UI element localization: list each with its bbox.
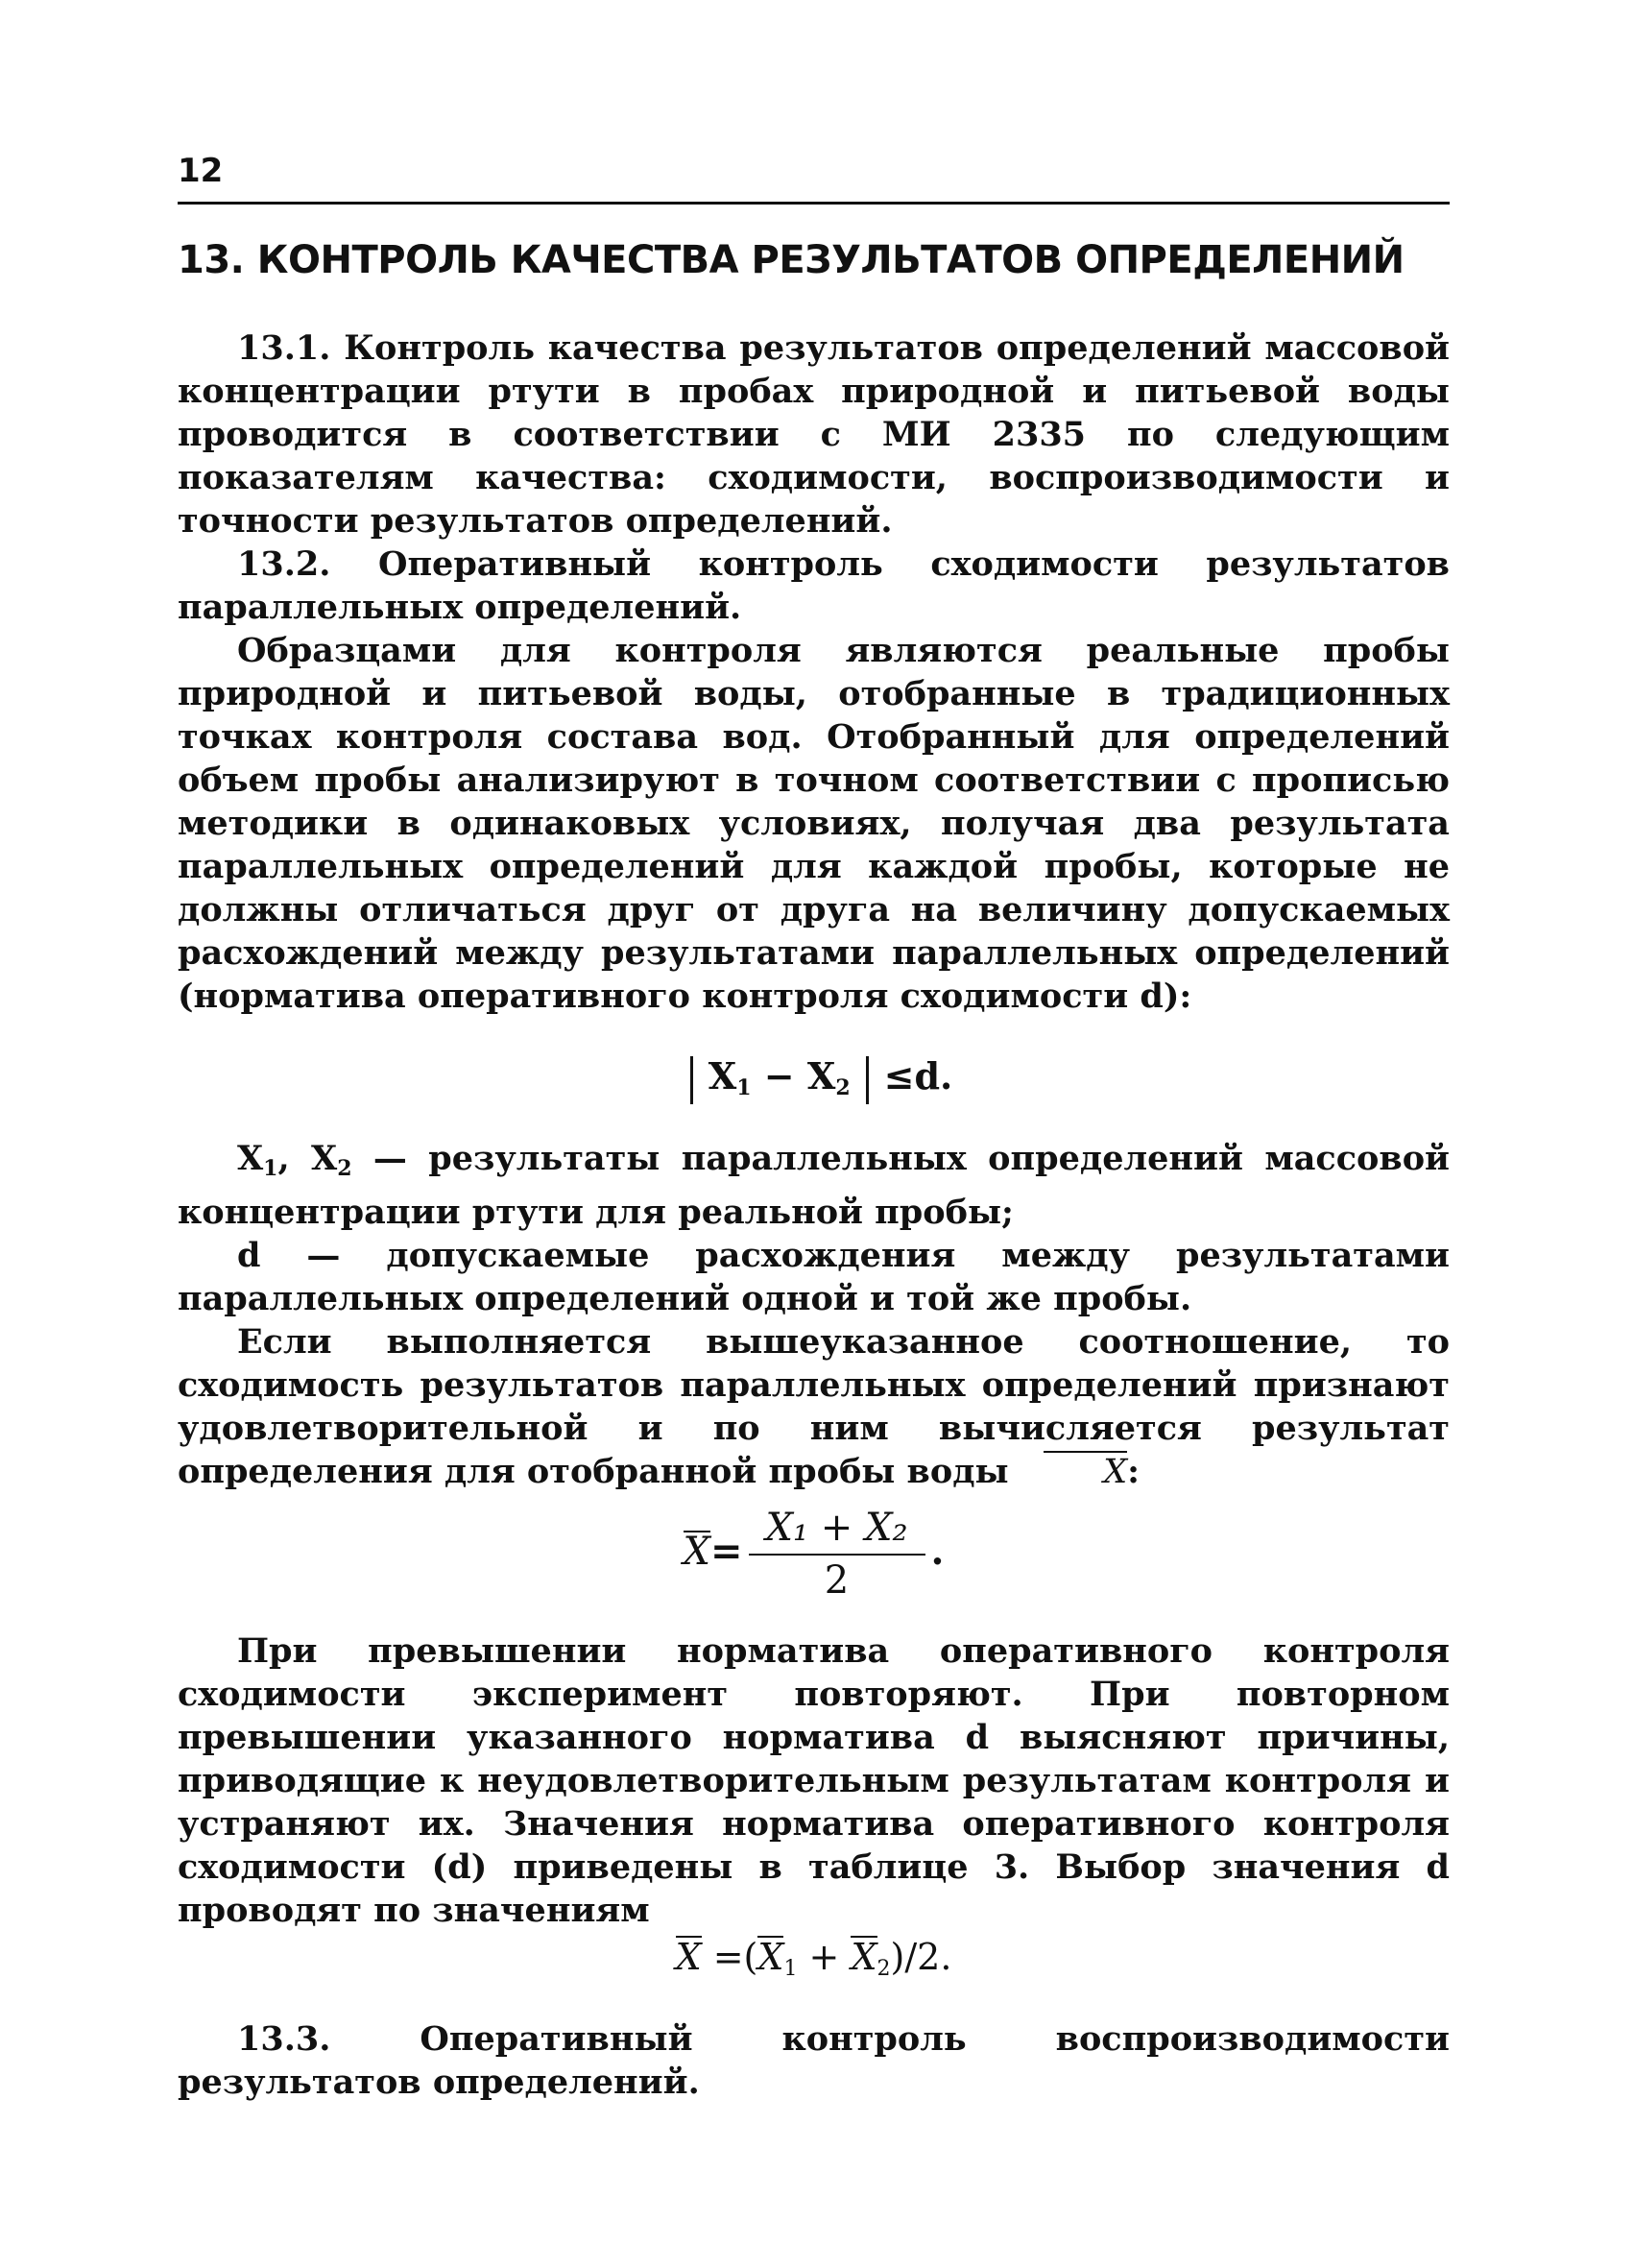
formula-convergence-condition: $X_1 - X_2 \le d$. xyxy=(178,1054,1450,1110)
paragraph-if-condition: Если выполняется вышеуказанное соотношение, то сходимость результатов параллельных определений признают удовлетворительной и по ним вычисляется результат определения для отобранной пробы воды X: xyxy=(178,1322,1450,1491)
section-heading: 13. КОНТРОЛЬ КАЧЕСТВА РЕЗУЛЬТАТОВ ОПРЕДЕЛЕНИЙ xyxy=(178,238,1405,282)
paragraph-13-1: 13.1. Контроль качества результатов определений массовой концентрации ртути в пробах природной и питьевой воды проводится в соответствии с МИ 2335 по следующим показателям качества: сходимости, воспроизводимости и точности результатов определений. xyxy=(178,328,1450,541)
x-bar-symbol: X xyxy=(1044,1451,1127,1490)
header-rule xyxy=(178,202,1450,205)
body-text xyxy=(178,326,1450,2104)
page-number: 12 xyxy=(178,152,224,190)
formula-mean-of-means: $X =(X_1 + X_2)/2$. xyxy=(675,1936,952,1981)
paragraph-samples: Образцами для контроля являются реальные пробы природной и питьевой воды, отобранные в традиционных точках контроля состава вод. Отобранный для определений объем пробы анализируют в точном соответствии с прописью методики в одинаковых условиях, получая два результата параллельных определений для каждой пробы, которые не должны отличаться друг от друга на величину допускаемых расхождений между результатами параллельных определений (норматива оперативного контроля сходимости d): xyxy=(178,631,1450,1016)
paragraph-exceed: При превышении норматива оперативного контроля сходимости эксперимент повторяют. При повторном превышении указанного норматива d выясняют причины, приводящие к неудовлетворительным результатам контроля и устраняют их. Значения норматива оперативного контроля сходимости (d) приведены в таблице 3. Выбор значения d проводят по значениям xyxy=(178,1631,1450,1930)
formula-mean: X= $\frac{\text{X₁ + X₂}}{2}$ . xyxy=(683,1506,945,1603)
abs-bar-left xyxy=(690,1056,693,1104)
paragraph-13-3: 13.3. Оперативный контроль воспроизводимости результатов определений. xyxy=(178,2019,1450,2102)
paragraph-13-2: 13.2. Оперативный контроль сходимости результатов параллельных определений. xyxy=(178,544,1450,627)
paragraph-d-definition: d — допускаемые расхождения между результатами параллельных определений одной и той же пробы. xyxy=(178,1236,1450,1318)
abs-bar-right xyxy=(866,1056,869,1104)
paragraph-x1x2-definition: $X_1$, $X_2$ — результаты параллельных определений массовой концентрации ртути для реальной пробы; xyxy=(178,1139,1451,1232)
fraction: $\frac{\text{X₁ + X₂}}{2}$ xyxy=(749,1507,925,1603)
